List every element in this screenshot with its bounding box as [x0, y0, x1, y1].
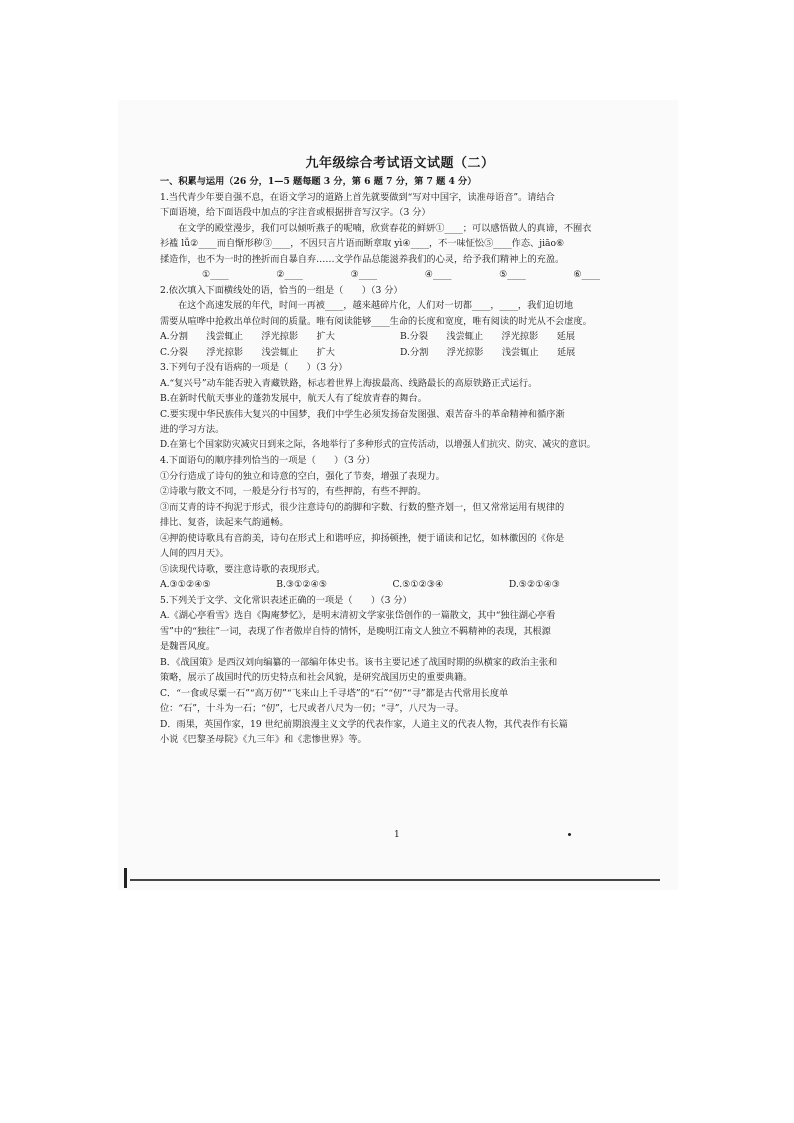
- exam-sheet: [160, 155, 640, 748]
- q4-option-a[interactable]: A.③①②④⑤: [160, 579, 211, 590]
- q4-sentence-1: ①分行造成了诗句的独立和诗意的空白，强化了节奏，增强了表现力。: [160, 470, 445, 482]
- q4-sentence-5: ⑤读现代诗歌，要注意诗歌的表现形式。: [160, 563, 326, 575]
- q5-option-d-line2[interactable]: 小说《巴黎圣母院》《九三年》和《悲惨世界》等。: [160, 734, 367, 745]
- answer-blank-4[interactable]: ④____: [424, 269, 452, 280]
- q2-option-d[interactable]: D.分割 浮光掠影 浅尝辄止 延展: [400, 346, 576, 358]
- q5-option-b-line1[interactable]: B．《战国策》是西汉刘向编纂的一部编年体史书。该书主要记述了战国时期的纵横家的政治主张和: [160, 656, 558, 668]
- answer-blank-3[interactable]: ③____: [350, 269, 378, 280]
- answer-blank-6[interactable]: ⑥____: [573, 269, 600, 280]
- q5-option-a-line2[interactable]: 雪”中的“独往”一词，表现了作者傲岸自恃的情怀，是晚明江南文人独立不羁精神的表现，其根源: [160, 625, 551, 637]
- question-4: [160, 453, 640, 593]
- page-number: 1: [394, 830, 400, 840]
- q2-option-b[interactable]: B.分裂 浅尝辄止 浮光掠影 延展: [400, 331, 576, 342]
- q1-stem-line1: 1.当代青少年要自强不息，在语文学习的道路上首先就要做到“写对中国字，读准母语音”。请结合: [160, 191, 555, 203]
- q5-option-a-line1[interactable]: A.《湖心亭看雪》选自《陶庵梦忆》，是明末清初文学家张岱创作的一篇散文，其中“独往湖心亭看: [160, 610, 556, 621]
- q3-option-b[interactable]: B.在新时代航天事业的蓬勃发展中，航天人有了绽放青春的舞台。: [160, 393, 427, 404]
- q3-stem: 3.下列句子没有语病的一项是（ ）（3 分）: [160, 362, 348, 373]
- question-2: [160, 283, 640, 361]
- q1-stem-line2: 下面语境，给下面语段中加点的字注音或根据拼音写汉字。（3 分）: [160, 207, 431, 218]
- q2-passage-line2: 需要从喧哗中抢救出单位时间的质量。唯有阅读能够____生命的长度和宽度，唯有阅读的时光从不会虚度。: [160, 315, 592, 327]
- q3-option-d[interactable]: D.在第七个国家防灾减灾日到来之际，各地举行了多种形式的宣传活动，以增强人们抗灾、防灾、减灾的意识。: [160, 439, 596, 450]
- q4-sentence-3-line1: ③而艾青的诗不拘泥于形式，很少注意诗句的韵脚和字数、行数的整齐划一，但又常常运用有规律的: [160, 501, 565, 513]
- scan-speck: [568, 833, 571, 836]
- question-1: [160, 190, 640, 283]
- q5-option-c-line2[interactable]: 位：“石”，十斗为一石；“仞”，七尺或者八尺为一仞；“寻”，八尺为一寻。: [160, 703, 464, 714]
- answer-blank-1[interactable]: ①____: [202, 269, 229, 280]
- q2-passage-line1: 在这个高速发展的年代，时间一再被____，越来越碎片化，人们对一切都____，____，我们迫切地: [178, 300, 574, 311]
- q1-passage-line2: 衫褴 lǚ②____而自惭形秽③____，不因只言片语而断章取 yì④____，不一味怔忪⑤____作态、jiāo⑥: [160, 238, 565, 249]
- answer-blank-2[interactable]: ②____: [276, 269, 303, 280]
- q1-passage-line1: 在文学的殿堂漫步，我们可以倾听燕子的呢喃，欣赏春花的鲜妍①____；可以感悟做人的真谛，不囿衣: [178, 222, 592, 234]
- q5-stem: 5.下列关于文学、文化常识表述正确的一项是（ ）（3 分）: [160, 594, 412, 606]
- q4-option-d[interactable]: D.⑤②①④③: [508, 579, 560, 590]
- q3-option-a[interactable]: A.“复兴号”动车能否驶入青藏铁路，标志着世界上海拔最高、线路最长的高原铁路正式运行。: [160, 377, 538, 389]
- q4-stem: 4.下面语句的顺序排列恰当的一项是（ ）（3 分）: [160, 455, 376, 466]
- q4-sentence-4-line1: ④押韵使诗歌具有音韵美，诗句在形式上和谐呼应，抑扬顿挫，便于诵读和记忆，如林徽因的《你是: [160, 532, 565, 544]
- page-title: 九年级综合考试语文试题（二）: [305, 156, 495, 171]
- q2-option-a[interactable]: A.分割 浅尝辄止 浮光掠影 扩大: [160, 331, 335, 342]
- q2-stem: 2.依次填入下面横线处的语，恰当的一组是（ ）（3 分）: [160, 284, 403, 296]
- q5-option-b-line2[interactable]: 策略，展示了战国时代的历史特点和社会风貌，是研究战国历史的重要典籍。: [160, 672, 473, 683]
- q2-options-row1: [160, 329, 640, 345]
- q4-sentence-4-line2: 人间的四月天》。: [160, 548, 229, 559]
- q3-option-c-line2[interactable]: 进的学习方法。: [160, 424, 225, 435]
- scan-edge-left: [124, 868, 127, 888]
- q3-option-c-line1[interactable]: C.要实现中华民族伟大复兴的中国梦，我们中学生必须发扬奋发图强、艰苦奋斗的革命精神和循序渐: [160, 408, 565, 420]
- section-heading: 一、积累与运用（26 分，1—5 题每题 3 分，第 6 题 7 分，第 7 题 4 分）: [160, 176, 477, 187]
- q1-passage-line3: 揉造作，也不为一时的挫折而自暴自弃……文学作品总能滋养我们的心灵，给予我们精神上的充盈。: [160, 253, 565, 265]
- answer-blank-5[interactable]: ⑤____: [499, 269, 526, 280]
- q4-option-b[interactable]: B.③①②④⑤: [276, 579, 328, 590]
- q5-option-c-line1[interactable]: C．“一食或尽粟一石”“高万仞”“飞来山上千寻塔”的“石”“仞”“寻”都是古代常用长度单: [160, 687, 509, 699]
- question-5: [160, 593, 640, 748]
- question-3: [160, 360, 640, 453]
- q5-option-a-line3[interactable]: 是魏晋风度。: [160, 641, 216, 652]
- scan-edge-bottom: [130, 879, 660, 881]
- q2-options-row2: [160, 345, 640, 361]
- q2-option-c[interactable]: C.分裂 浮光掠影 浅尝辄止 扩大: [160, 346, 335, 358]
- q4-sentence-3-line2: 排比、复沓，读起来气韵通畅。: [160, 517, 289, 528]
- q4-option-c[interactable]: C.⑤①②③④: [392, 579, 444, 590]
- q5-option-d-line1[interactable]: D．雨果，英国作家，19 世纪前期浪漫主义文学的代表作家，人道主义的代表人物，其代表作有长篇: [160, 718, 568, 730]
- q4-sentence-2: ②诗歌与散文不同，一般是分行书写的，有些押韵，有些不押韵。: [160, 486, 427, 497]
- q4-options: [160, 577, 640, 593]
- q1-answer-blanks: [160, 267, 640, 283]
